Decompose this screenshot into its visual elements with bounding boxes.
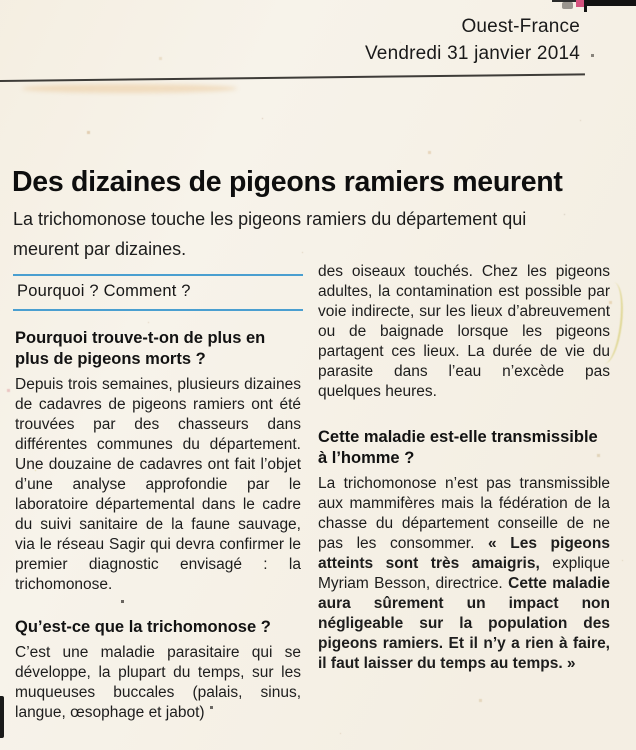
article-headline: Des dizaines de pigeons ramiers meurent [12,166,563,198]
article-paragraph: C’est une maladie parasitaire qui se développe, la plupart du temps, sur les muqueuses buccales (palais, sinus, langue, œsophage et jabot) [15,644,301,721]
scan-left-edge-bar [0,696,4,738]
scan-pink-registration-mark [576,0,584,7]
article-paragraph-quote [318,474,610,674]
article-paragraph: Depuis trois semaines, plusieurs dizaines de cadavres de pigeons ramiers ont été trouvées par des chasseurs dans différentes communes du département. Une douzaine de cadavres ont fait l’objet d’une analyse approfondie par le laboratoire départemental dans le cadre du suivi sanitaire de la faune sauvage, via le réseau Sagir qui devra confirmer le premier diagnostic envisagé : la trichomonose. [15,376,301,593]
question-heading-trichomonose: Qu’est-ce que la trichomonose ? [15,618,271,636]
header-divider-rule [0,73,585,82]
quote-bold-segment: « Les pigeons atteints sont très amaigris, [318,535,610,572]
paragraph-intro: La trichomonose n’est pas transmissible aux mammifères mais la fédération de la chasse du département conseille de ne pas les consommer. [318,475,610,552]
scan-gray-mark [562,2,573,9]
question-heading-pigeons-morts: Pourquoi trouve-t-on de plus en plus de pigeons morts ? [15,329,266,368]
masthead [365,13,580,67]
article-paragraph: des oiseaux touchés. Chez les pigeons adultes, la contamination est possible par voie indirecte, sur les lieux d’abreuvement ou de baignade lorsque les pigeons partagent ces lieux. La durée de vie du parasite dans l’eau n’excède pas quelques heures. [318,263,610,400]
kicker-label: Pourquoi ? Comment ? [17,282,191,300]
article-standfirst: La trichomonose touche les pigeons ramiers du département qui meurent par dizaines. [13,209,527,259]
article-column-right [318,262,610,674]
issue-date: Vendredi 31 janvier 2014 [364,43,580,64]
scan-top-corner-bar [587,0,636,6]
scan-smudge [22,84,237,93]
article-column-left [15,328,301,723]
kicker-box [13,274,303,311]
question-heading-transmissible: Cette maladie est-elle transmissible à l’homme ? [318,428,598,467]
publication-name: Ouest-France [461,16,580,37]
quote-bold-segment: Cette maladie aura sûrement un impact non négligeable sur la population des pigeons ramiers. Et il n’y a rien à faire, il faut laisser du temps au temps. » [318,575,610,672]
quote-attribution: explique Myriam Besson, directrice. [318,555,610,592]
paper-specks [0,0,1,1]
